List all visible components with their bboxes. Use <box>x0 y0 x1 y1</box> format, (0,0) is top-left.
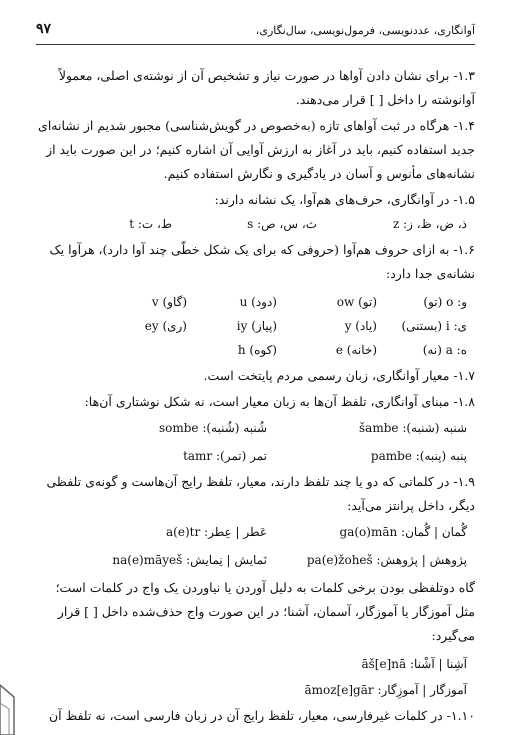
vowel-row2-col4: (ری) ey <box>144 319 187 333</box>
vowel-row2-col2: (یاد) y <box>344 319 377 333</box>
paragraph-line-1: گاه دوتلفظی بودن برخی کلمات به دلیل آوردن یا نیاوردن یک واج در کلمات است؛ <box>55 580 475 595</box>
item-1-3-line-2: آوانوشته را داخل [ ] قرار می‌دهند. <box>295 92 475 107</box>
item-1-9-line-1: ۱.۹- در کلماتی که دو یا چند تلفظ دارند، معیار، تلفظ رایج آن‌هاست و گونه‌ی تلفظی <box>46 474 475 489</box>
item-1-4-line-2: جدید استفاده کنیم، باید در آغاز به ارزش آوایی آن اشاره کنیم؛ در این صورت باید از <box>46 142 475 157</box>
example-amuzgar: آموزگار | آموزِگار: āmoz[e]gār <box>304 683 467 697</box>
page-number: ۹۷ <box>36 21 52 37</box>
example-s: ث، س، ص: s <box>247 217 317 231</box>
item-1-6-line-2: نشانه‌ی جدا دارد: <box>386 266 475 281</box>
example-goman: گُمان | گُمان: ga(o)mān <box>339 525 467 539</box>
item-1-10: ۱.۱۰- در کلمات غیرفارسی، معیار، تلفظ رایج آن در زبان فارسی است، نه تلفظ آن <box>48 708 475 723</box>
header-rule <box>36 44 475 45</box>
vowel-row1-col4: (گاو) v <box>151 295 187 309</box>
example-shambe: شنبه (شنبه): šambe <box>359 421 467 435</box>
example-sombe: شُنبه (شُنبه): sombe <box>158 421 267 435</box>
vowel-row1-col2: (تو) ow <box>336 295 377 309</box>
item-1-3-line-1: ۱.۳- برای نشان دادن آواها در صورت نیاز و تشخیص آن از نوشته‌ی اصلی، معمولاً <box>58 68 475 83</box>
example-tamr: تمر (تمر): tamr <box>183 449 267 463</box>
vowel-row3-col3: (کوه) h <box>237 343 277 357</box>
vowel-row1-col1: و: o (تو) <box>423 295 467 309</box>
running-header: آوانگاری، عددنویسی، فرمول‌نویسی، سال‌نگاری، <box>255 24 475 37</box>
vowel-row2-col1: ی: i (بستنی) <box>401 319 467 333</box>
example-namayesh: نَمایش | نِمایش: na(e)māyeš <box>112 553 267 567</box>
vowel-row3-col2: (خانه) e <box>335 343 377 357</box>
item-1-5: ۱.۵- در آوانگاری، حرف‌های هم‌آوا، یک نشانه دارند: <box>214 192 475 207</box>
example-pazhohesh: پژوهش | پژوهش: pa(e)žoheš <box>306 553 467 567</box>
example-atr: عَطر | عِطر: a(e)tr <box>166 525 267 539</box>
scan-edge-mark <box>0 675 18 735</box>
vowel-row1-col3: (دود) u <box>239 295 277 309</box>
item-1-7: ۱.۷- معیار آوانگاری، زبان رسمی مردم پایتخت است. <box>203 368 475 383</box>
vowel-row3-col1: ه: a (نه) <box>422 343 467 357</box>
example-z: ذ، ض، ظ، ز: z <box>393 217 467 231</box>
example-pambe: پنبه (پنبه): pambe <box>370 449 467 463</box>
example-ashena: آشِنا | آشْنا: āš[e]nā <box>361 657 467 671</box>
example-t: ط، ت: t <box>129 217 172 231</box>
item-1-9-line-2: دیگر، داخل پرانتز می‌آید: <box>347 498 475 513</box>
item-1-4-line-1: ۱.۴- هرگاه در ثبت آواهای تازه (به‌خصوص در گویش‌شناسی) مجبور شدیم از نشانه‌ای <box>38 118 475 133</box>
vowel-row2-col3: (پیاز) iy <box>236 319 277 333</box>
paragraph-line-3: می‌گیرد: <box>431 628 475 643</box>
item-1-6-line-1: ۱.۶- به ازای حروف هم‌آوا (حروفی که برای یک شکل خطّی چند آوا دارد)، هرآوا یک <box>49 242 475 257</box>
paragraph-line-2: مثل آموزگار یا آموزگار، آسمان، آشنا؛ در این صورت واج حذف‌شده داخل [ ] قرار <box>57 604 475 619</box>
item-1-4-line-3: نشانه‌های مأنوس و آسان در یادگیری و نگارش استفاده کنیم. <box>163 166 475 181</box>
item-1-8: ۱.۸- مبنای آوانگاری، تلفظ آن‌ها به زبان معیار است، نه شکل نوشتاری آن‌ها: <box>84 394 475 409</box>
